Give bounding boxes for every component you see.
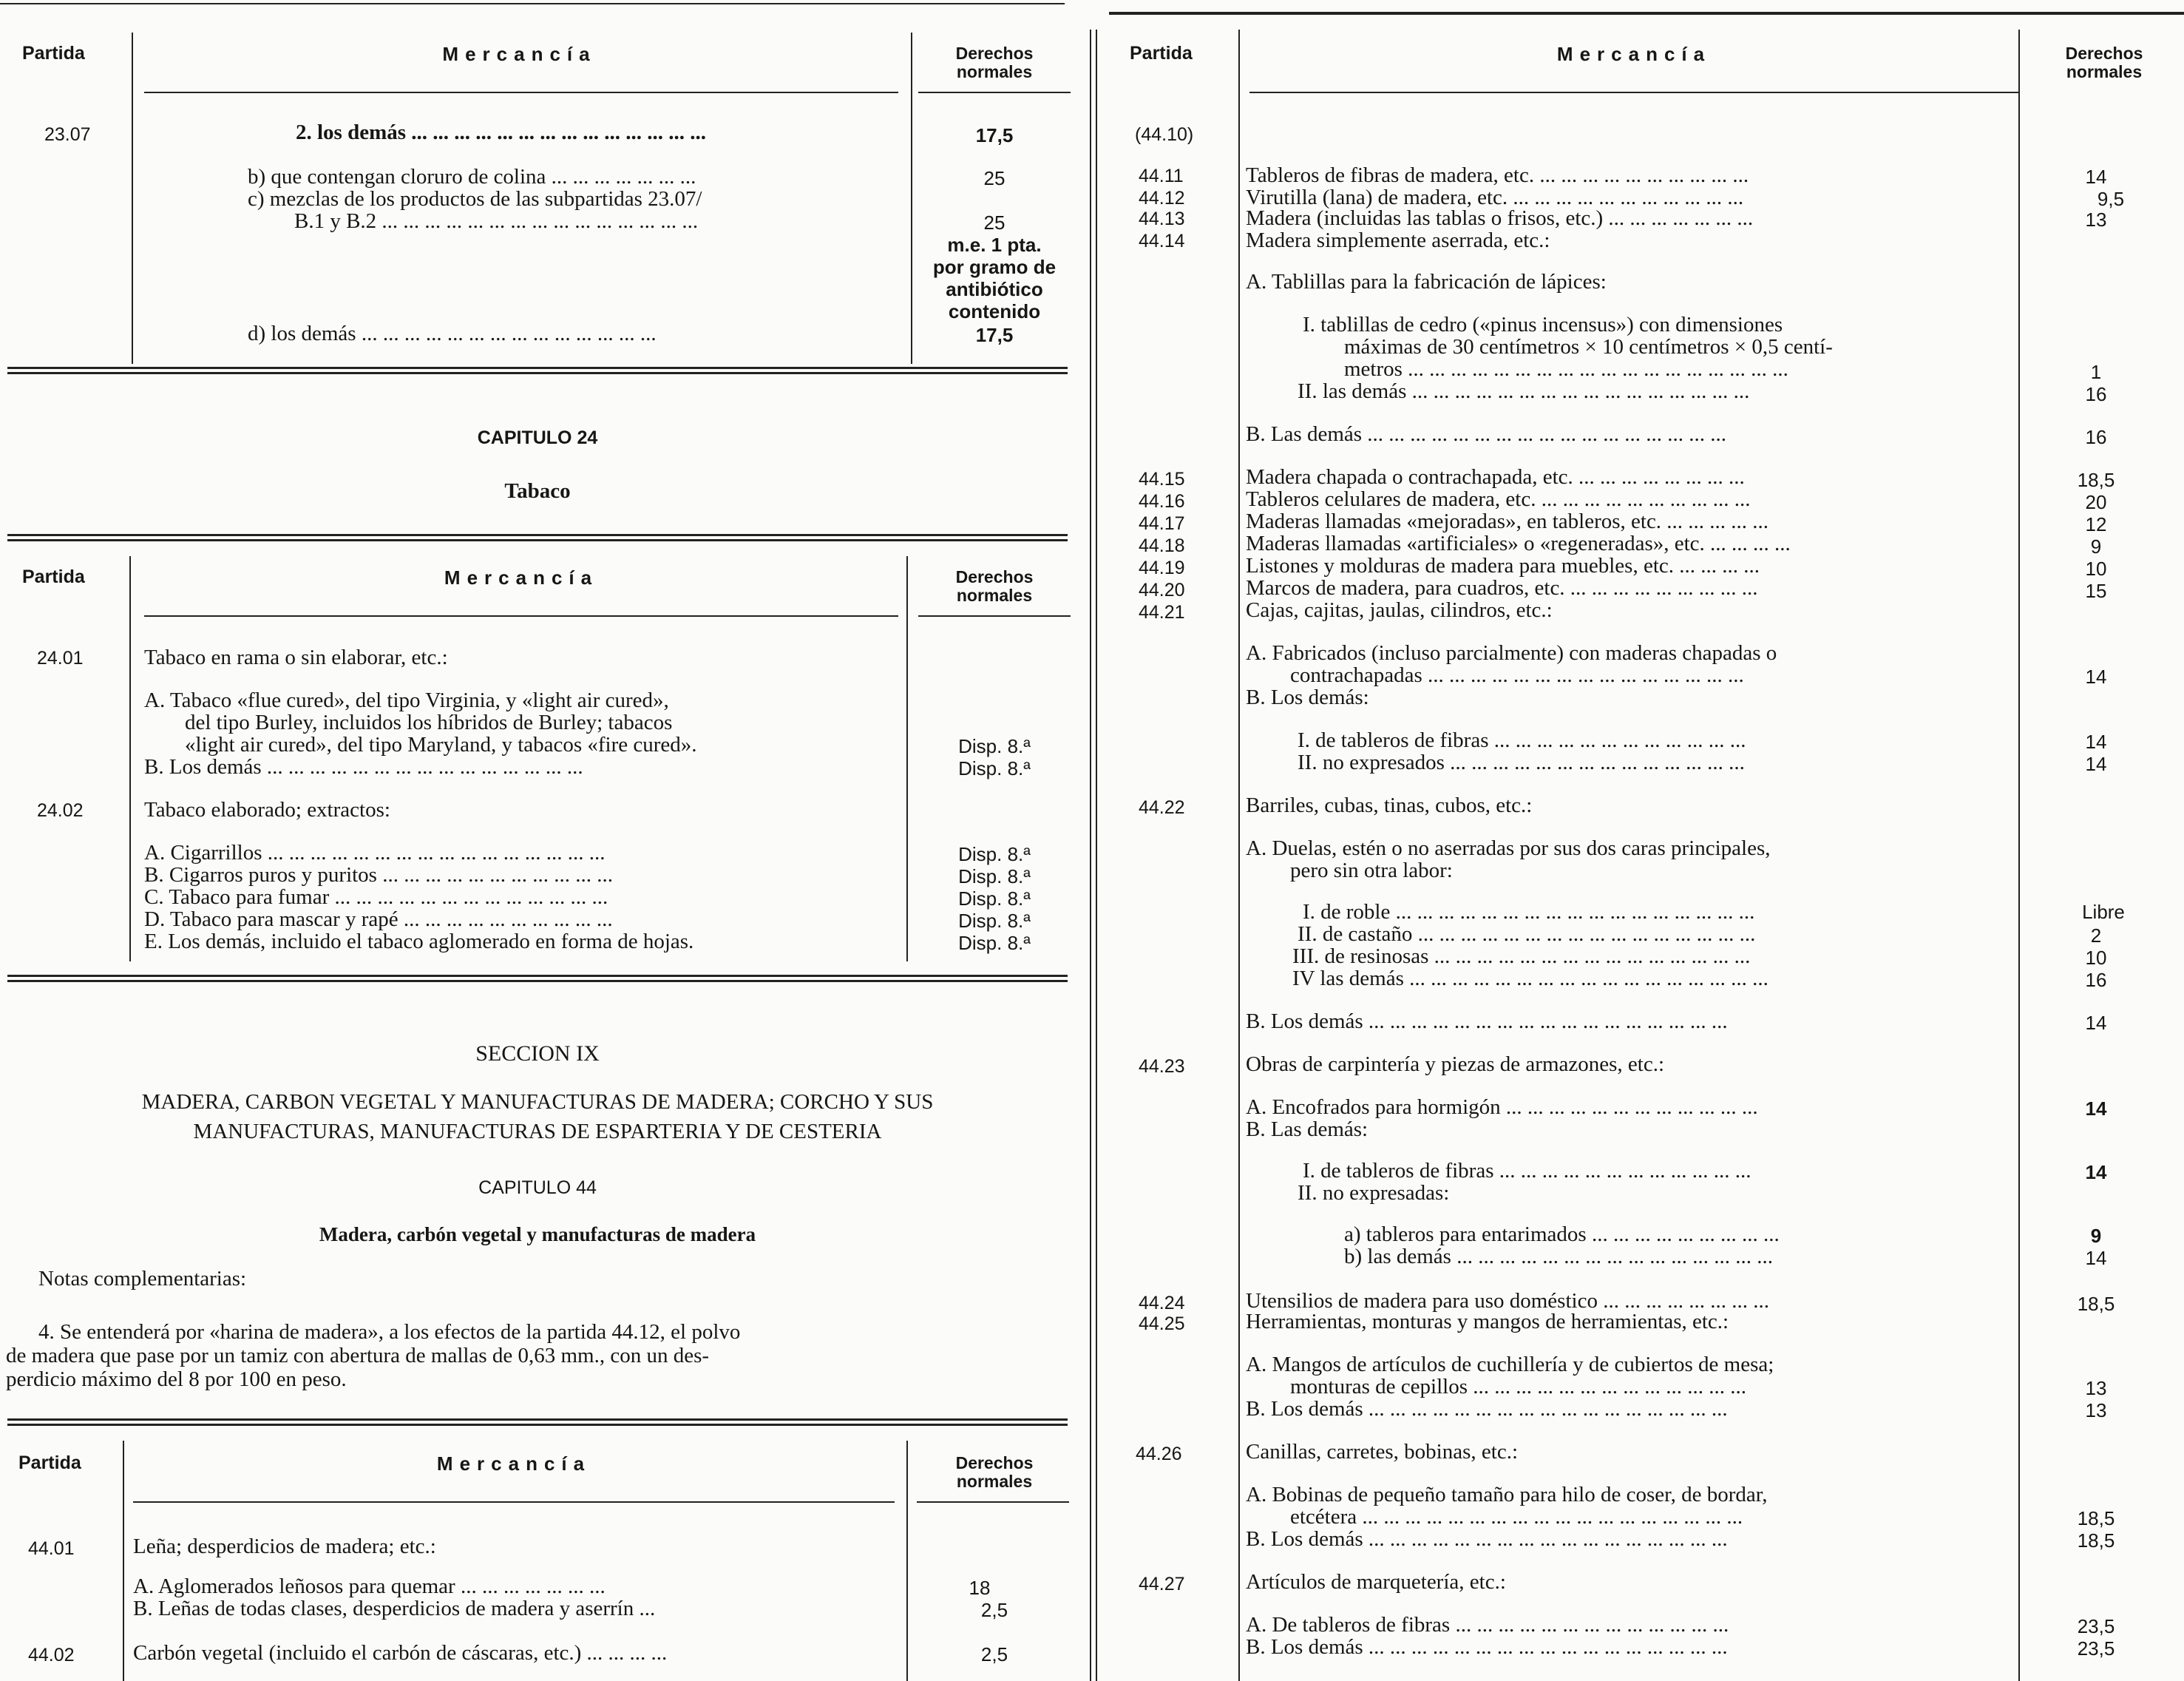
section-title: SECCION IX bbox=[475, 1041, 600, 1066]
table-row-text: B. Los demás ... ... ... ... ... ... ... ... ... ... ... ... ... ... ... ... ... bbox=[1246, 1009, 1728, 1033]
table-row-text: Carbón vegetal (incluido el carbón de cáscaras, etc.) ... ... ... ... bbox=[133, 1641, 668, 1665]
table-row-value: 25 bbox=[983, 212, 1005, 234]
header-partida: Partida bbox=[18, 1452, 81, 1473]
table-row-text: b) que contengan cloruro de colina ... ... ... ... ... ... ... bbox=[248, 165, 696, 189]
table-row-code: 44.20 bbox=[1139, 580, 1185, 601]
table-row-text: II. de castaño ... ... ... ... ... ... ... ... ... ... ... ... ... ... ... ... bbox=[1298, 922, 1756, 946]
table-row-value: 16 bbox=[2085, 383, 2107, 405]
table-row-value: Disp. 8.ª bbox=[958, 735, 1031, 757]
table-row-value: 9,5 bbox=[2097, 188, 2125, 210]
table-end-rule bbox=[7, 367, 1068, 374]
table-start-rule bbox=[7, 1418, 1068, 1426]
table-row-text: Madera simplemente aserrada, etc.: bbox=[1246, 229, 1550, 252]
table-row-text: Listones y molduras de madera para muebles, etc. ... ... ... ... bbox=[1246, 554, 1760, 578]
header-derechos-l2: normales bbox=[956, 586, 1033, 605]
table-row-text: Tabaco elaborado; extractos: bbox=[144, 798, 390, 822]
table-row-text: B. Las demás ... ... ... ... ... ... ... ... ... ... ... ... ... ... ... ... ... bbox=[1246, 422, 1727, 446]
table-row-text: 2. los demás ... ... ... ... ... ... ... ... ... ... ... ... ... ... bbox=[296, 121, 707, 144]
table-row-text: Madera (incluidas las tablas o frisos, etc.) ... ... ... ... ... ... ... bbox=[1246, 206, 1754, 230]
table-row-text: b) las demás ... ... ... ... ... ... ... ... ... ... ... ... ... ... ... bbox=[1344, 1245, 1773, 1268]
table-row-code: 44.17 bbox=[1139, 513, 1185, 534]
table-row-code: 44.26 bbox=[1136, 1444, 1182, 1464]
table-row-text: I. de tableros de fibras ... ... ... ... ... ... ... ... ... ... ... ... bbox=[1298, 728, 1746, 752]
table-row-text: B. Los demás ... ... ... ... ... ... ... ... ... ... ... ... ... ... ... ... ... bbox=[1246, 1635, 1728, 1659]
table-row-text: Tableros celulares de madera, etc. ... ... ... ... ... ... ... ... ... ... bbox=[1246, 487, 1751, 511]
table-row-value: 14 bbox=[2085, 1012, 2107, 1034]
table-row-text: B.1 y B.2 ... ... ... ... ... ... ... ... ... ... ... ... ... ... ... bbox=[294, 209, 699, 233]
table-row-text: B. Los demás ... ... ... ... ... ... ... ... ... ... ... ... ... ... ... ... ... bbox=[1246, 1527, 1728, 1551]
table-row-value: 14 bbox=[2085, 1247, 2107, 1269]
table-start-rule bbox=[7, 534, 1068, 541]
table-row-text: A. Fabricados (incluso parcialmente) con maderas chapadas o bbox=[1246, 641, 1777, 665]
table-row-text: Tableros de fibras de madera, etc. ... ... ... ... ... ... ... ... ... ... bbox=[1246, 163, 1749, 187]
table-row-value: 2,5 bbox=[980, 1599, 1008, 1621]
table-row-code: 44.16 bbox=[1139, 491, 1185, 512]
top-rule-right bbox=[1109, 12, 2184, 15]
header-partida: Partida bbox=[22, 566, 85, 587]
header-mercancia: Mercancía bbox=[436, 1452, 591, 1475]
table-row-value: 10 bbox=[2085, 558, 2107, 580]
table-row-value: antibiótico bbox=[946, 278, 1043, 300]
table-row-text: Maderas llamadas «artificiales» o «regeneradas», etc. ... ... ... ... bbox=[1246, 532, 1791, 555]
note-line: perdicio máximo del 8 por 100 en peso. bbox=[6, 1367, 347, 1391]
table-row-value: contenido bbox=[948, 300, 1041, 322]
table-row-text: B. Las demás: bbox=[1246, 1117, 1369, 1141]
col-divider bbox=[911, 33, 912, 364]
table-row-text: B. Los demás ... ... ... ... ... ... ... ... ... ... ... ... ... ... ... bbox=[144, 755, 583, 779]
table-row-text: I. tablillas de cedro («pinus incensus») con dimensiones bbox=[1303, 313, 1783, 336]
table-row-text: metros ... ... ... ... ... ... ... ... ... ... ... ... ... ... ... ... ... ... bbox=[1344, 357, 1788, 381]
table-row-value: 18,5 bbox=[2077, 1507, 2115, 1529]
table-row-value: 9 bbox=[2090, 1225, 2102, 1247]
table-row-value: 13 bbox=[2085, 1399, 2107, 1421]
table-row-value: Disp. 8.ª bbox=[958, 887, 1031, 910]
header-underline bbox=[917, 1501, 1069, 1503]
note-line: de madera que pase por un tamiz con abertura de mallas de 0,63 mm., con un des- bbox=[6, 1344, 710, 1367]
table-row-value: 18,5 bbox=[2077, 469, 2115, 491]
notes-heading: Notas complementarias: bbox=[38, 1267, 247, 1291]
center-separator-2 bbox=[1096, 30, 1097, 1681]
table-row-code: 44.01 bbox=[28, 1538, 75, 1559]
table-row-text: del tipo Burley, incluidos los híbridos de Burley; tabacos bbox=[185, 711, 673, 734]
chapter-subtitle: Madera, carbón vegetal y manufacturas de madera bbox=[319, 1223, 756, 1245]
table-row-text: monturas de cepillos ... ... ... ... ... ... ... ... ... ... ... ... ... bbox=[1290, 1375, 1747, 1398]
table-row-text: D. Tabaco para mascar y rapé ... ... ... ... ... ... ... ... ... ... bbox=[144, 907, 613, 931]
table-row-value: 14 bbox=[2085, 666, 2107, 688]
table-row-value: 20 bbox=[2085, 491, 2107, 513]
table-row-text: B. Los demás: bbox=[1246, 686, 1369, 709]
table-row-value: 9 bbox=[2090, 535, 2102, 558]
header-mercancia: Mercancía bbox=[1556, 43, 1712, 65]
table-row-value: 14 bbox=[2085, 1097, 2107, 1120]
note-line: 4. Se entenderá por «harina de madera», a los efectos de la partida 44.12, el polvo bbox=[38, 1320, 741, 1344]
table-row-code: 44.15 bbox=[1139, 469, 1185, 490]
table-row-text: A. Duelas, estén o no aserradas por sus dos caras principales, bbox=[1246, 836, 1771, 860]
table-row-text: II. no expresadas: bbox=[1298, 1181, 1450, 1205]
table-row-text: A. Cigarrillos ... ... ... ... ... ... ... ... ... ... ... ... ... ... ... ... bbox=[144, 841, 606, 865]
header-derechos bbox=[917, 44, 1072, 81]
table-row-value: 13 bbox=[2085, 1377, 2107, 1399]
table-row-value: 16 bbox=[2085, 426, 2107, 448]
header-derechos bbox=[917, 1454, 1072, 1491]
table-row-text: I. de roble ... ... ... ... ... ... ... ... ... ... ... ... ... ... ... ... ... bbox=[1303, 900, 1755, 924]
col-divider bbox=[132, 33, 133, 364]
table-row-code: 44.12 bbox=[1139, 188, 1185, 209]
table-row-code: 44.19 bbox=[1139, 558, 1185, 578]
header-derechos-l1: Derechos bbox=[955, 1453, 1034, 1472]
table-row-text: II. no expresados ... ... ... ... ... ... ... ... ... ... ... ... ... ... bbox=[1298, 751, 1745, 774]
table-row-value: 15 bbox=[2085, 580, 2107, 602]
header-partida: Partida bbox=[1130, 43, 1193, 64]
center-separator-1 bbox=[1090, 30, 1091, 1681]
header-derechos-l2: normales bbox=[2066, 62, 2143, 81]
table-row-text: máximas de 30 centímetros × 10 centímetros × 0,5 centí- bbox=[1344, 335, 1833, 359]
table-row-text: IV las demás ... ... ... ... ... ... ... ... ... ... ... ... ... ... ... ... ... bbox=[1292, 967, 1768, 990]
table-row-text: II. las demás ... ... ... ... ... ... ... ... ... ... ... ... ... ... ... ... bbox=[1298, 379, 1750, 403]
table-row-text: c) mezclas de los productos de las subpartidas 23.07/ bbox=[248, 187, 702, 211]
table-row-value: 2 bbox=[2090, 924, 2102, 947]
table-row-text: Herramientas, monturas y mangos de herramientas, etc.: bbox=[1246, 1310, 1729, 1333]
table-row-text: Canillas, carretes, bobinas, etc.: bbox=[1246, 1440, 1519, 1464]
table-row-text: Madera chapada o contrachapada, etc. ... ... ... ... ... ... ... ... bbox=[1246, 465, 1745, 489]
table-row-value: 1 bbox=[2090, 361, 2102, 383]
table-row-text: A. Encofrados para hormigón ... ... ... ... ... ... ... ... ... ... ... ... bbox=[1246, 1095, 1758, 1119]
table-row-code: 44.11 bbox=[1139, 166, 1184, 186]
header-mercancia: Mercancía bbox=[444, 566, 599, 589]
table-end-rule bbox=[7, 975, 1068, 982]
header-derechos-l1: Derechos bbox=[955, 44, 1034, 63]
table-row-text: Cajas, cajitas, jaulas, cilindros, etc.: bbox=[1246, 598, 1553, 622]
table-row-text: d) los demás ... ... ... ... ... ... ... ... ... ... ... ... ... ... bbox=[248, 322, 657, 345]
chapter-subtitle: Tabaco bbox=[504, 479, 571, 503]
table-row-value: 23,5 bbox=[2077, 1615, 2115, 1637]
table-row-text: contrachapadas ... ... ... ... ... ... ... ... ... ... ... ... ... ... ... bbox=[1290, 663, 1744, 687]
table-row-value: 18 bbox=[969, 1577, 991, 1599]
table-row-code: 44.27 bbox=[1139, 1574, 1185, 1594]
table-row-value: 23,5 bbox=[2077, 1637, 2115, 1660]
chapter-title: CAPITULO 44 bbox=[478, 1177, 597, 1198]
header-derechos bbox=[917, 568, 1072, 605]
col-divider bbox=[906, 556, 908, 961]
header-underline bbox=[918, 92, 1071, 93]
table-row-text: Virutilla (lana) de madera, etc. ... ... ... ... ... ... ... ... ... ... ... bbox=[1246, 186, 1744, 209]
table-row-value: 14 bbox=[2085, 731, 2107, 753]
col-divider bbox=[129, 556, 131, 961]
table-row-text: Utensilios de madera para uso doméstico ... ... ... ... ... ... ... ... bbox=[1246, 1289, 1769, 1313]
table-row-code: 44.23 bbox=[1139, 1056, 1185, 1077]
header-underline bbox=[1249, 92, 2018, 93]
table-row-value: Disp. 8.ª bbox=[958, 932, 1031, 954]
header-derechos-l1: Derechos bbox=[955, 567, 1034, 586]
table-row-value: Disp. 8.ª bbox=[958, 843, 1031, 865]
table-row-value: por gramo de bbox=[932, 256, 1057, 278]
header-underline bbox=[133, 1501, 895, 1503]
table-row-text: B. Cigarros puros y puritos ... ... ... ... ... ... ... ... ... ... ... bbox=[144, 863, 613, 887]
table-row-text: Tabaco en rama o sin elaborar, etc.: bbox=[144, 646, 448, 669]
table-row-text: A. Mangos de artículos de cuchillería y de cubiertos de mesa; bbox=[1246, 1353, 1774, 1376]
chapter-title: CAPITULO 24 bbox=[477, 427, 598, 448]
table-row-code: 44.25 bbox=[1139, 1313, 1185, 1334]
table-row-value: Disp. 8.ª bbox=[958, 865, 1031, 887]
table-row-text: Marcos de madera, para cuadros, etc. ... ... ... ... ... ... ... ... ... bbox=[1246, 576, 1758, 600]
table-row-text: C. Tabaco para fumar ... ... ... ... ... ... ... ... ... ... ... ... ... bbox=[144, 885, 608, 909]
table-row-text: A. Bobinas de pequeño tamaño para hilo de coser, de bordar, bbox=[1246, 1483, 1768, 1506]
table-row-text: Maderas llamadas «mejoradas», en tableros, etc. ... ... ... ... ... bbox=[1246, 510, 1769, 533]
col-divider bbox=[2018, 30, 2020, 1681]
table-row-value: 10 bbox=[2085, 947, 2107, 969]
table-row-text: pero sin otra labor: bbox=[1290, 859, 1453, 882]
table-row-value: Libre bbox=[2082, 901, 2125, 923]
table-row-value: 25 bbox=[983, 167, 1005, 189]
section-heading-line1: MADERA, CARBON VEGETAL Y MANUFACTURAS DE MADERA; CORCHO Y SUS bbox=[141, 1090, 934, 1114]
table-row-text: A. Tabaco «flue cured», del tipo Virginia, y «light air cured», bbox=[144, 689, 669, 712]
header-underline bbox=[918, 615, 1071, 617]
table-row-text: III. de resinosas ... ... ... ... ... ... ... ... ... ... ... ... ... ... ... bbox=[1292, 944, 1751, 968]
table-row-text: E. Los demás, incluido el tabaco aglomerado en forma de hojas. bbox=[144, 930, 694, 953]
table-row-value: 17,5 bbox=[975, 124, 1014, 146]
table-row-code: 44.02 bbox=[28, 1645, 75, 1665]
header-derechos-l2: normales bbox=[956, 1472, 1033, 1491]
section-heading-line2: MANUFACTURAS, MANUFACTURAS DE ESPARTERIA Y DE CESTERIA bbox=[193, 1120, 882, 1143]
col-divider bbox=[1238, 30, 1240, 1681]
table-row-value: 13 bbox=[2085, 209, 2107, 231]
header-derechos-l1: Derechos bbox=[2065, 44, 2143, 63]
table-row-text: Leña; desperdicios de madera; etc.: bbox=[133, 1535, 436, 1558]
top-rule-left bbox=[0, 3, 1065, 4]
table-row-text: «light air cured», del tipo Maryland, y tabacos «fire cured». bbox=[185, 733, 697, 757]
table-row-code: 24.02 bbox=[37, 800, 84, 821]
table-row-code: 44.21 bbox=[1139, 602, 1185, 623]
table-row-text: Obras de carpintería y piezas de armazones, etc.: bbox=[1246, 1052, 1665, 1076]
table-row-text: B. Leñas de todas clases, desperdicios de madera y aserrín ... bbox=[133, 1597, 656, 1620]
table-row-code: 44.13 bbox=[1139, 209, 1185, 229]
table-row-code: 23.07 bbox=[44, 124, 91, 145]
table-row-code: 44.18 bbox=[1139, 535, 1185, 556]
table-row-value: Disp. 8.ª bbox=[958, 757, 1031, 779]
table-row-code: 44.24 bbox=[1139, 1293, 1185, 1313]
table-row-text: Barriles, cubas, tinas, cubos, etc.: bbox=[1246, 794, 1533, 817]
table-row-value: 14 bbox=[2085, 753, 2107, 775]
header-underline bbox=[144, 615, 898, 617]
table-row-code: 44.22 bbox=[1139, 797, 1185, 818]
table-row-value: 18,5 bbox=[2077, 1293, 2115, 1315]
header-underline bbox=[144, 92, 898, 93]
table-row-text: A. Tablillas para la fabricación de lápices: bbox=[1246, 270, 1607, 294]
header-derechos-l2: normales bbox=[956, 62, 1033, 81]
header-mercancia: Mercancía bbox=[442, 43, 597, 65]
table-row-value: Disp. 8.ª bbox=[958, 910, 1031, 932]
table-row-value: 17,5 bbox=[975, 324, 1014, 346]
table-row-value: 16 bbox=[2085, 969, 2107, 991]
header-derechos bbox=[2024, 44, 2184, 81]
col-divider bbox=[123, 1441, 124, 1681]
table-row-value: 2,5 bbox=[980, 1643, 1008, 1665]
table-row-value: m.e. 1 pta. bbox=[947, 234, 1042, 256]
table-row-value: 14 bbox=[2085, 1161, 2107, 1183]
table-row-code: 44.14 bbox=[1139, 231, 1185, 251]
table-row-text: B. Los demás ... ... ... ... ... ... ... ... ... ... ... ... ... ... ... ... ... bbox=[1246, 1397, 1728, 1421]
table-row-text: I. de tableros de fibras ... ... ... ... ... ... ... ... ... ... ... ... bbox=[1303, 1159, 1751, 1183]
table-row-code: 24.01 bbox=[37, 648, 84, 669]
table-row-value: 12 bbox=[2085, 513, 2107, 535]
table-row-value: 18,5 bbox=[2077, 1529, 2115, 1552]
table-row-text: etcétera ... ... ... ... ... ... ... ... ... ... ... ... ... ... ... ... ... ... bbox=[1290, 1505, 1743, 1529]
table-row-code: (44.10) bbox=[1135, 124, 1194, 145]
col-divider bbox=[906, 1441, 908, 1681]
table-row-text: Artículos de marquetería, etc.: bbox=[1246, 1570, 1506, 1594]
table-row-value: 14 bbox=[2085, 166, 2107, 188]
table-row-text: A. De tableros de fibras ... ... ... ... ... ... ... ... ... ... ... ... ... bbox=[1246, 1613, 1729, 1637]
header-partida: Partida bbox=[22, 43, 85, 64]
table-row-text: a) tableros para entarimados ... ... ... ... ... ... ... ... ... bbox=[1344, 1222, 1780, 1246]
table-row-text: A. Aglomerados leñosos para quemar ... ... ... ... ... ... ... bbox=[133, 1575, 606, 1598]
